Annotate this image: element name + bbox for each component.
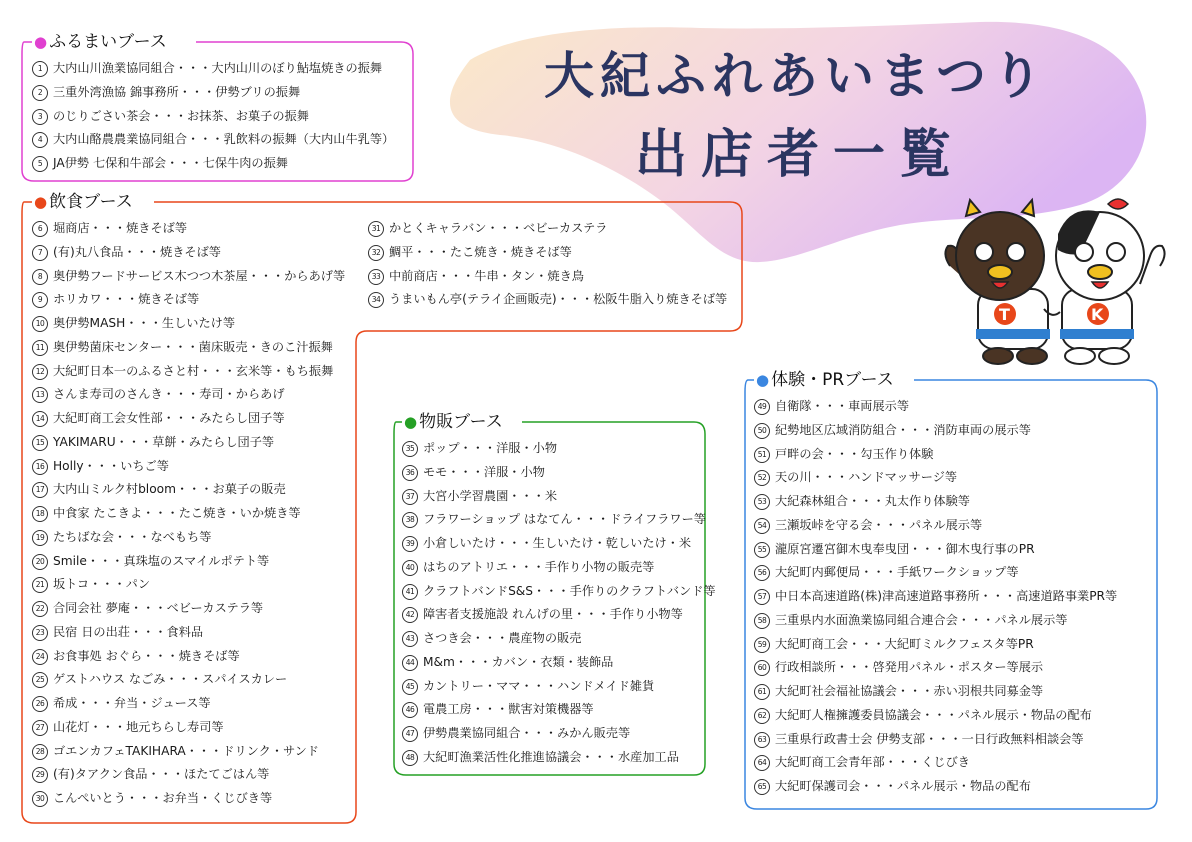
list-item — [32, 573, 345, 597]
item-text: 合同会社 夢庵・・・ベビーカステラ等 — [53, 601, 264, 615]
list-item — [402, 556, 716, 580]
item-text: モモ・・・洋服・小物 — [423, 464, 545, 479]
page-subtitle: 出店者一覧 — [634, 125, 965, 185]
item-text: ゴエンカフェTAKIHARA・・・ドリンク・サンド — [53, 743, 319, 758]
item-text: (有)タアクン食品・・・ほたてごはん等 — [53, 767, 270, 782]
list-item — [402, 437, 716, 461]
item-number: 61 — [754, 684, 770, 700]
list-item — [402, 603, 716, 627]
item-text: 天の川・・・ハンドマッサージ等 — [775, 470, 958, 485]
list-item — [402, 532, 716, 556]
list-item — [754, 443, 1117, 467]
item-number: 16 — [32, 459, 48, 475]
list-item — [32, 716, 345, 740]
item-text: 山花灯・・・地元ちらし寿司等 — [53, 719, 224, 734]
item-number: 45 — [402, 679, 418, 695]
item-text: 伊勢農業協同組合・・・みかん販売等 — [423, 726, 631, 740]
item-number: 60 — [754, 660, 770, 676]
item-number: 64 — [754, 755, 770, 771]
item-text: 中日本高速道路(株)津高速道路事務所・・・高速道路事業PR等 — [775, 589, 1118, 603]
list-item — [754, 395, 1117, 419]
item-text: YAKIMARU・・・草餅・みたらし団子等 — [53, 434, 275, 449]
item-text: 戸畔の会・・・勾玉作り体験 — [775, 446, 934, 461]
furumai-list — [32, 57, 394, 176]
bullet-icon: ● — [404, 413, 418, 431]
list-item — [32, 550, 345, 574]
item-text: JA伊勢 七保和牛部会・・・七保牛肉の振舞 — [53, 156, 288, 170]
list-item — [402, 698, 716, 722]
list-item — [32, 57, 394, 81]
item-text: 大紀町人権擁護委員協議会・・・パネル展示・物品の配布 — [775, 707, 1092, 722]
item-text: 大内山ミルク村bloom・・・お菓子の販売 — [53, 482, 286, 497]
mascot-shirt-letter-k: K — [1091, 305, 1104, 324]
list-item — [402, 580, 716, 604]
list-item — [754, 609, 1117, 633]
list-item — [754, 656, 1117, 680]
item-number: 55 — [754, 542, 770, 558]
item-number: 1 — [32, 61, 48, 77]
list-item — [402, 651, 716, 675]
exp-list — [754, 395, 1117, 799]
page-title: 大紀ふれあいまつり — [544, 47, 1048, 105]
list-item — [368, 217, 727, 241]
item-number: 30 — [32, 791, 48, 807]
item-number: 35 — [402, 441, 418, 457]
item-number: 34 — [368, 292, 384, 308]
item-text: のじりごさい茶会・・・お抹茶、お菓子の振舞 — [53, 108, 309, 123]
item-text: はちのアトリエ・・・手作り小物の販売等 — [423, 559, 655, 574]
item-number: 21 — [32, 577, 48, 593]
item-text: 瀧原宮遷宮御木曳奉曳団・・・御木曳行事のPR — [775, 541, 1035, 556]
list-item — [754, 704, 1117, 728]
item-text: 大紀町内郵便局・・・手紙ワークショップ等 — [775, 565, 1019, 580]
item-number: 49 — [754, 399, 770, 415]
item-number: 26 — [32, 696, 48, 712]
list-item — [754, 466, 1117, 490]
list-item — [32, 526, 345, 550]
furumai-heading-label: ふるまいブース — [49, 32, 167, 52]
item-text: Smile・・・真珠塩のスマイルポテト等 — [53, 553, 270, 568]
item-text: ゲストハウス なごみ・・・スパイスカレー — [53, 672, 288, 687]
list-item — [402, 722, 716, 746]
list-item — [32, 597, 345, 621]
list-item — [754, 585, 1117, 609]
item-text: 奥伊勢フードサービス木つつ木茶屋・・・からあげ等 — [53, 268, 346, 283]
item-number: 31 — [368, 221, 384, 237]
item-text: 坂トコ・・・パン — [53, 577, 151, 592]
food-list-left — [32, 217, 345, 811]
item-number: 59 — [754, 637, 770, 653]
item-number: 39 — [402, 536, 418, 552]
item-text: 鯛平・・・たこ焼き・焼きそば等 — [389, 244, 572, 259]
item-text: 大紀町商工会・・・大紀町ミルクフェスタ等PR — [775, 636, 1034, 651]
list-item — [754, 561, 1117, 585]
item-number: 20 — [32, 554, 48, 570]
item-text: (有)丸八食品・・・焼きそば等 — [53, 244, 221, 259]
item-number: 7 — [32, 245, 48, 261]
item-number: 53 — [754, 494, 770, 510]
item-number: 41 — [402, 584, 418, 600]
item-number: 56 — [754, 565, 770, 581]
item-text: M&m・・・カバン・衣類・装飾品 — [423, 654, 614, 669]
brown-mascot — [945, 200, 1060, 364]
list-item — [32, 383, 345, 407]
bullet-icon: ● — [34, 33, 48, 51]
item-text: 障害者支援施設 れんげの里・・・手作り小物等 — [423, 607, 683, 622]
item-number: 48 — [402, 750, 418, 766]
item-text: さんま寿司のさんき・・・寿司・からあげ — [53, 387, 285, 402]
item-text: 大紀町漁業活性化推進協議会・・・水産加工品 — [423, 749, 679, 764]
item-text: 希成・・・弁当・ジュース等 — [53, 696, 211, 710]
exp-heading — [754, 369, 900, 391]
item-number: 2 — [32, 85, 48, 101]
item-number: 10 — [32, 316, 48, 332]
item-number: 44 — [402, 655, 418, 671]
list-item — [754, 680, 1117, 704]
item-number: 54 — [754, 518, 770, 534]
item-text: 大紀町保護司会・・・パネル展示・物品の配布 — [775, 779, 1031, 793]
item-number: 5 — [32, 156, 48, 172]
item-text: 大宮小学習農園・・・米 — [423, 488, 558, 503]
list-item — [754, 490, 1117, 514]
list-item — [754, 728, 1117, 752]
list-item — [32, 407, 345, 431]
item-number: 40 — [402, 560, 418, 576]
item-number: 62 — [754, 708, 770, 724]
item-text: 奥伊勢MASH・・・生しいたけ等 — [53, 316, 236, 330]
item-text: お食事処 おぐら・・・焼きそば等 — [53, 648, 240, 663]
item-text: 大内山酪農農業協同組合・・・乳飲料の振舞（大内山牛乳等） — [53, 132, 395, 147]
item-number: 18 — [32, 506, 48, 522]
list-item — [32, 128, 394, 152]
list-item — [402, 508, 716, 532]
item-number: 3 — [32, 109, 48, 125]
list-item — [754, 775, 1117, 799]
item-number: 12 — [32, 364, 48, 380]
goods-heading-label: 物販ブース — [419, 412, 503, 432]
item-number: 4 — [32, 132, 48, 148]
mascot-shirt-letter-t: T — [999, 305, 1010, 324]
item-number: 19 — [32, 530, 48, 546]
list-item — [754, 514, 1117, 538]
item-text: こんぺいとう・・・お弁当・くじびき等 — [53, 791, 273, 805]
item-number: 42 — [402, 607, 418, 623]
list-item — [32, 431, 345, 455]
list-item — [402, 461, 716, 485]
goods-heading — [402, 411, 509, 433]
item-text: 中前商店・・・牛串・タン・焼き鳥 — [389, 268, 584, 283]
item-number: 8 — [32, 269, 48, 285]
list-item — [32, 502, 345, 526]
item-text: 大紀町日本一のふるさと村・・・玄米等・もち振舞 — [53, 363, 334, 378]
list-item — [402, 485, 716, 509]
item-text: 大紀町商工会女性部・・・みたらし団子等 — [53, 411, 285, 425]
item-number: 38 — [402, 512, 418, 528]
item-number: 47 — [402, 726, 418, 742]
item-text: たちばな会・・・なべもち等 — [53, 529, 212, 544]
list-item — [32, 478, 345, 502]
list-item — [402, 627, 716, 651]
item-number: 23 — [32, 625, 48, 641]
list-item — [32, 81, 394, 105]
item-number: 32 — [368, 245, 384, 261]
item-text: 堀商店・・・焼きそば等 — [53, 221, 188, 235]
item-number: 24 — [32, 649, 48, 665]
list-item — [32, 288, 345, 312]
item-number: 37 — [402, 489, 418, 505]
item-text: 大内山川漁業協同組合・・・大内山川のぼり鮎塩焼きの振舞 — [53, 61, 383, 75]
list-item — [32, 621, 345, 645]
list-item — [402, 675, 716, 699]
item-text: Holly・・・いちご等 — [53, 458, 169, 473]
item-number: 25 — [32, 672, 48, 688]
list-item — [32, 763, 345, 787]
item-text: クラフトバンドS&S・・・手作りのクラフトバンド等 — [423, 583, 716, 598]
item-number: 52 — [754, 470, 770, 486]
item-number: 43 — [402, 631, 418, 647]
food-heading — [32, 191, 139, 213]
item-number: 63 — [754, 732, 770, 748]
goods-list — [402, 437, 716, 770]
food-list-right — [368, 217, 727, 312]
list-item — [32, 265, 345, 289]
item-number: 27 — [32, 720, 48, 736]
item-text: 三重県内水面漁業協同組合連合会・・・パネル展示等 — [775, 612, 1068, 627]
item-number: 46 — [402, 702, 418, 718]
item-text: 自衛隊・・・車両展示等 — [775, 399, 910, 413]
item-text: フラワーショップ はなてん・・・ドライフラワー等 — [423, 512, 706, 527]
item-text: 大紀町社会福祉協議会・・・赤い羽根共同募金等 — [775, 684, 1044, 698]
list-item — [32, 360, 345, 384]
item-number: 6 — [32, 221, 48, 237]
list-item — [32, 152, 394, 176]
item-number: 13 — [32, 387, 48, 403]
item-number: 57 — [754, 589, 770, 605]
list-item — [32, 645, 345, 669]
item-number: 22 — [32, 601, 48, 617]
item-number: 50 — [754, 423, 770, 439]
list-item — [32, 740, 345, 764]
item-number: 14 — [32, 411, 48, 427]
list-item — [754, 633, 1117, 657]
item-text: 行政相談所・・・啓発用パネル・ポスター等展示 — [775, 660, 1044, 675]
list-item — [754, 419, 1117, 443]
list-item — [32, 787, 345, 811]
item-number: 11 — [32, 340, 48, 356]
item-text: ホリカワ・・・焼きそば等 — [53, 292, 200, 307]
item-number: 9 — [32, 292, 48, 308]
list-item — [368, 288, 727, 312]
item-text: 奥伊勢菌床センター・・・菌床販売・きのこ汁振舞 — [53, 339, 333, 354]
cow-mascot — [1056, 199, 1165, 364]
list-item — [32, 105, 394, 129]
exp-heading-label: 体験・PRブース — [771, 370, 894, 390]
item-text: 中食家 たこきよ・・・たこ焼き・いか焼き等 — [53, 506, 301, 520]
item-text: 電農工房・・・獣害対策機器等 — [423, 702, 594, 717]
item-number: 28 — [32, 744, 48, 760]
item-text: カントリー・ママ・・・ハンドメイド雑貨 — [423, 678, 655, 693]
item-text: 民宿 日の出荘・・・食料品 — [53, 624, 204, 639]
bullet-icon: ● — [34, 193, 48, 211]
food-heading-label: 飲食ブース — [49, 192, 133, 212]
item-text: さつき会・・・農産物の販売 — [423, 631, 582, 645]
item-text: 三瀬坂峠を守る会・・・パネル展示等 — [775, 517, 983, 532]
item-number: 58 — [754, 613, 770, 629]
furumai-heading — [32, 31, 173, 53]
list-item — [32, 692, 345, 716]
item-number: 65 — [754, 779, 770, 795]
item-number: 17 — [32, 482, 48, 498]
item-text: 紀勢地区広域消防組合・・・消防車両の展示等 — [775, 422, 1031, 437]
item-text: 大紀森林組合・・・丸太作り体験等 — [775, 494, 970, 508]
item-text: うまいもん亭(テライ企画販売)・・・松阪牛脂入り焼きそば等 — [389, 292, 728, 307]
list-item — [32, 668, 345, 692]
item-number: 36 — [402, 465, 418, 481]
list-item — [368, 241, 727, 265]
list-item — [32, 312, 345, 336]
list-item — [368, 265, 727, 289]
item-number: 29 — [32, 767, 48, 783]
item-number: 33 — [368, 269, 384, 285]
item-text: 三重県行政書士会 伊勢支部・・・一日行政無料相談会等 — [775, 731, 1084, 746]
item-number: 15 — [32, 435, 48, 451]
bullet-icon: ● — [756, 371, 770, 389]
item-text: かとくキャラバン・・・ベビーカステラ — [389, 221, 608, 235]
item-text: ポップ・・・洋服・小物 — [423, 441, 558, 455]
list-item — [754, 538, 1117, 562]
mascot-illustration — [940, 194, 1170, 369]
list-item — [402, 746, 716, 770]
item-number: 51 — [754, 447, 770, 463]
list-item — [32, 241, 345, 265]
item-text: 小倉しいたけ・・・生しいたけ・乾しいたけ・米 — [423, 536, 692, 550]
item-text: 大紀町商工会青年部・・・くじびき — [775, 755, 970, 770]
item-text: 三重外湾漁協 錦事務所・・・伊勢ブリの振舞 — [53, 84, 301, 99]
list-item — [32, 336, 345, 360]
list-item — [754, 751, 1117, 775]
list-item — [32, 455, 345, 479]
list-item — [32, 217, 345, 241]
